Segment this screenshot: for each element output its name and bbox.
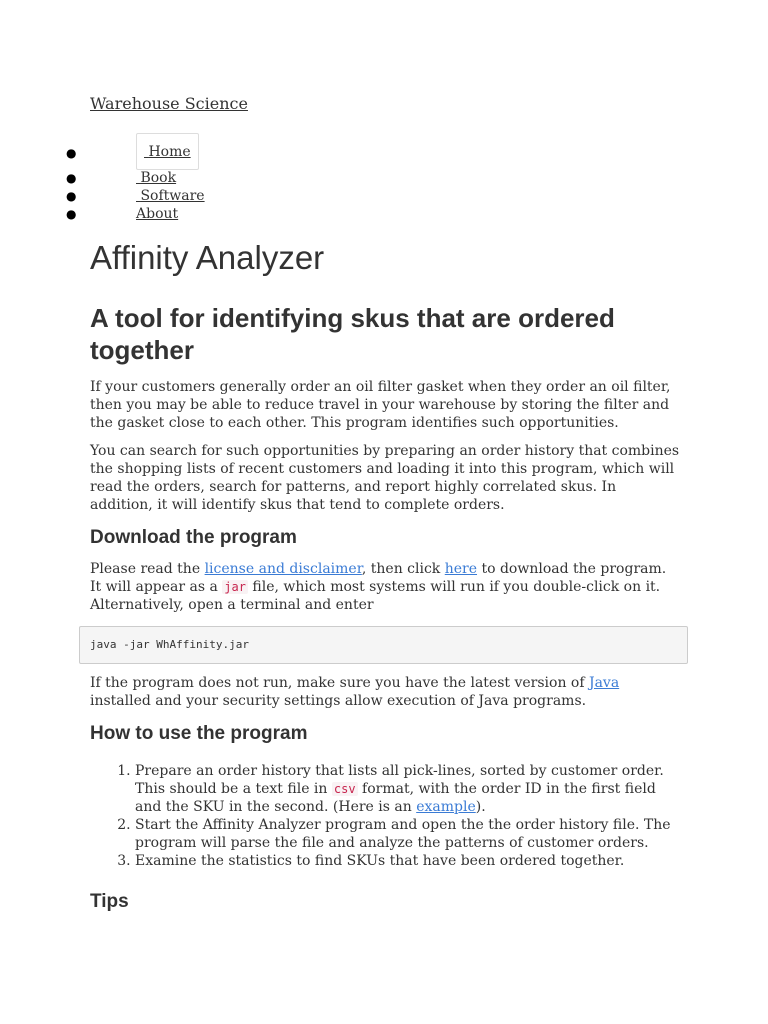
nav-label: Home	[148, 144, 191, 160]
bullet-icon: ●	[66, 171, 77, 185]
command-code-block: java -jar WhAffinity.jar	[79, 626, 688, 664]
nav-link-software[interactable]	[136, 187, 205, 205]
list-item-step-1	[135, 762, 680, 816]
download-text: Please read the	[90, 561, 205, 577]
download-text: , then click	[361, 561, 445, 577]
bullet-icon: ●	[66, 207, 77, 221]
howto-heading: How to use the program	[90, 723, 308, 744]
nav-item-book	[0, 169, 768, 187]
nav-item-home	[0, 133, 768, 169]
list-item-step-3: 3. Examine the statistics to find SKUs that have been ordered together.	[135, 852, 680, 870]
nav-item-about	[0, 205, 768, 223]
download-here-link[interactable]: here	[444, 561, 478, 577]
download-heading: Download the program	[90, 527, 297, 548]
nav-label: Software	[140, 188, 205, 204]
step-text: ).	[475, 799, 486, 815]
download-text: file, which most systems will run if you double-click on it. Alternatively, open a terminal and enter	[90, 579, 661, 613]
howto-steps-list	[90, 762, 680, 870]
jar-code: jar	[224, 580, 246, 594]
java-link[interactable]: Java	[588, 675, 620, 691]
site-title-link[interactable]: Warehouse Science	[90, 94, 248, 113]
step-text: format, with the order ID in the first field and the SKU in the second. (Here is an	[135, 781, 656, 815]
csv-code: csv	[333, 782, 356, 796]
main-nav	[0, 133, 768, 223]
download-paragraph	[90, 560, 680, 614]
main-content	[90, 238, 680, 914]
bullet-icon: ●	[66, 146, 77, 160]
step-text: Prepare an order history that lists all pick-lines, sorted by customer order. This should be a text file in	[135, 763, 664, 797]
intro-paragraph-2: You can search for such opportunities by preparing an order history that combines the shopping lists of recent customers and loading it into this program, which will read the orders, search for patterns, and report highly correlated skus. In addition, it will identify skus that tend to complete orders.	[90, 443, 680, 513]
list-item-step-2: 2. Start the Affinity Analyzer program and open the the order history file. The program will parse the file and analyze the patterns of customer orders.	[135, 816, 680, 852]
java-note-text: installed and your security settings allow execution of Java programs.	[90, 693, 587, 709]
example-link[interactable]: example	[416, 799, 476, 815]
nav-item-software	[0, 187, 768, 205]
java-note-text: If the program does not run, make sure you have the latest version of	[90, 675, 589, 691]
nav-label: Book	[140, 170, 177, 186]
bullet-icon: ●	[66, 189, 77, 203]
intro-paragraph-1: If your customers generally order an oil filter gasket when they order an oil filter, then you may be able to reduce travel in your warehouse by storing the filter and the gasket close to each other. This program identifies such opportunities.	[90, 379, 671, 431]
download-text: to download the program. It will appear as a	[90, 561, 667, 595]
nav-link-book[interactable]	[136, 169, 176, 187]
license-link[interactable]: license and disclaimer	[204, 561, 362, 577]
nav-link-about[interactable]: About	[136, 206, 179, 222]
tips-heading: Tips	[90, 891, 129, 912]
page-subtitle: A tool for identifying skus that are ordered together	[90, 303, 615, 365]
nav-link-home[interactable]	[136, 133, 199, 170]
java-note-paragraph	[90, 674, 680, 710]
page-title: Affinity Analyzer	[90, 239, 325, 276]
